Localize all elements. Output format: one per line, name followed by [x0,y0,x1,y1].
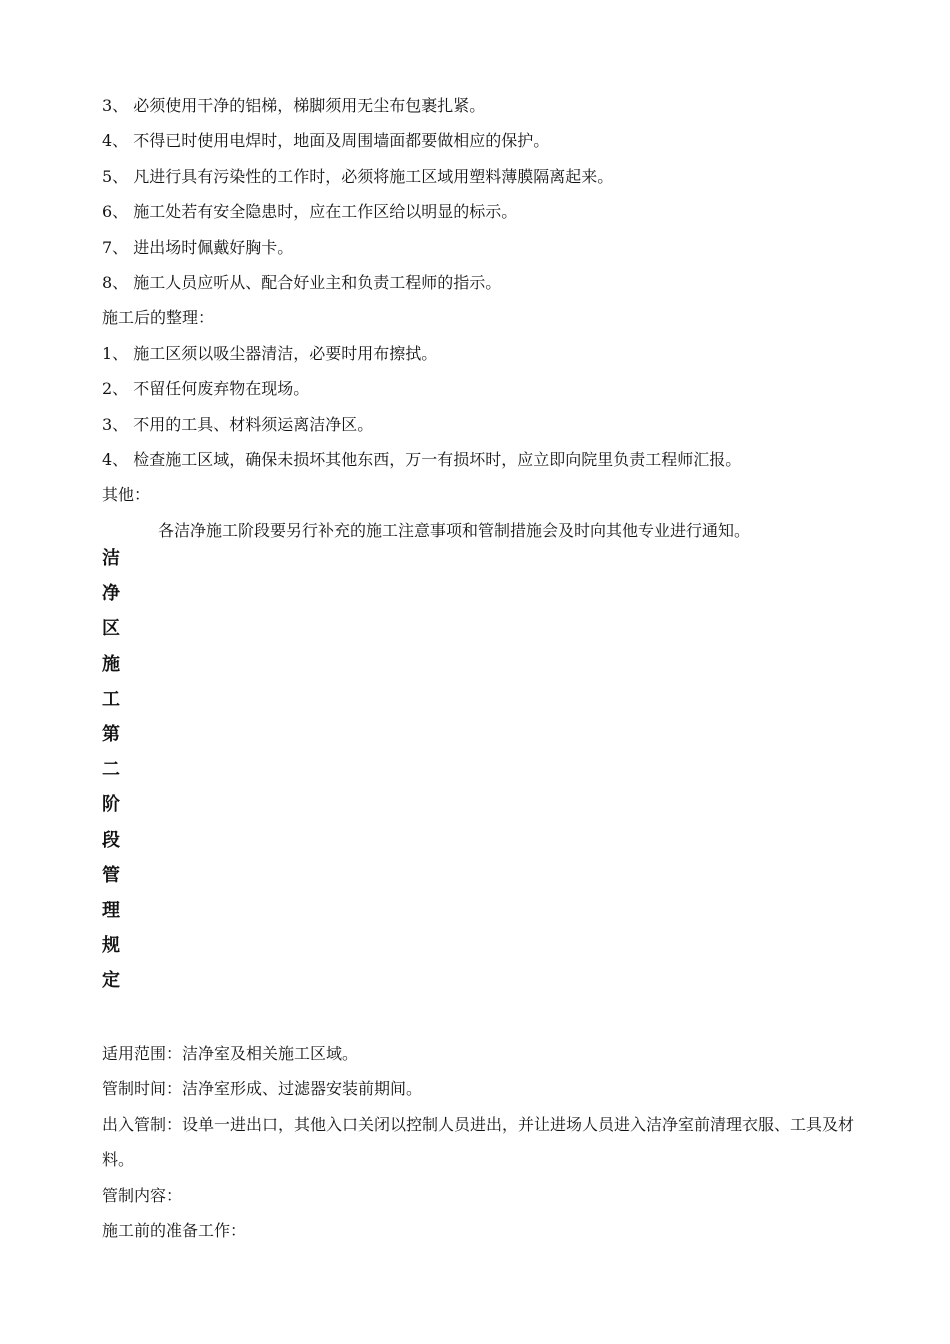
title-char: 规 [102,935,120,957]
list-item: 4、 检查施工区域，确保未损坏其他东西，万一有损坏时，应立即向院里负责工程师汇报。 [102,449,742,469]
title-char: 区 [102,618,120,640]
list-item: 4、 不得已时使用电焊时，地面及周围墙面都要做相应的保护。 [102,131,550,151]
control-time-line: 管制时间：洁净室形成、过滤器安装前期间。 [102,1079,423,1099]
list-item: 2、 不留任何废弃物在现场。 [102,379,310,399]
list-item: 6、 施工处若有安全隐患时，应在工作区给以明显的标示。 [102,202,518,222]
title-char: 管 [102,864,120,886]
title-char: 洁 [102,548,120,569]
title-char: 段 [102,829,120,851]
list-item: 1、 施工区须以吸尘器清洁，必要时用布擦拭。 [102,343,438,363]
title-char: 净 [102,583,120,605]
other-heading: 其他： [102,485,151,505]
title-char: 第 [102,723,120,745]
title-char: 二 [102,759,120,781]
list-item: 3、 不用的工具、材料须运离洁净区。 [102,414,374,434]
control-content-heading: 管制内容： [102,1185,183,1205]
rules-section-bottom [102,1036,862,1248]
rules-section-top [102,88,862,548]
list-item: 5、 凡进行具有污染性的工作时，必须将施工区域用塑料薄膜隔离起来。 [102,166,614,186]
title-char: 施 [102,653,120,675]
list-item: 3、 必须使用干净的铝梯，梯脚须用无尘布包裹扎紧。 [102,96,486,115]
title-char: 阶 [102,794,120,816]
after-work-heading: 施工后的整理： [102,308,215,328]
other-paragraph: 各洁净施工阶段要另行补充的施工注意事项和管制措施会及时向其他专业进行通知。 [158,520,751,540]
title-char: 理 [102,899,120,921]
before-work-heading: 施工前的准备工作： [102,1220,247,1240]
scope-line: 适用范围：洁净室及相关施工区域。 [102,1044,359,1063]
list-item: 7、 进出场时佩戴好胸卡。 [102,237,294,257]
vertical-section-title [102,541,126,998]
list-item: 8、 施工人员应听从、配合好业主和负责工程师的指示。 [102,272,502,292]
title-char: 定 [102,970,120,992]
access-control-paragraph: 出入管制：设单一进出口，其他入口关闭以控制人员进出，并让进场人员进入洁净室前清理衣服、工具及材料。 [102,1114,855,1170]
title-char: 工 [102,688,120,710]
